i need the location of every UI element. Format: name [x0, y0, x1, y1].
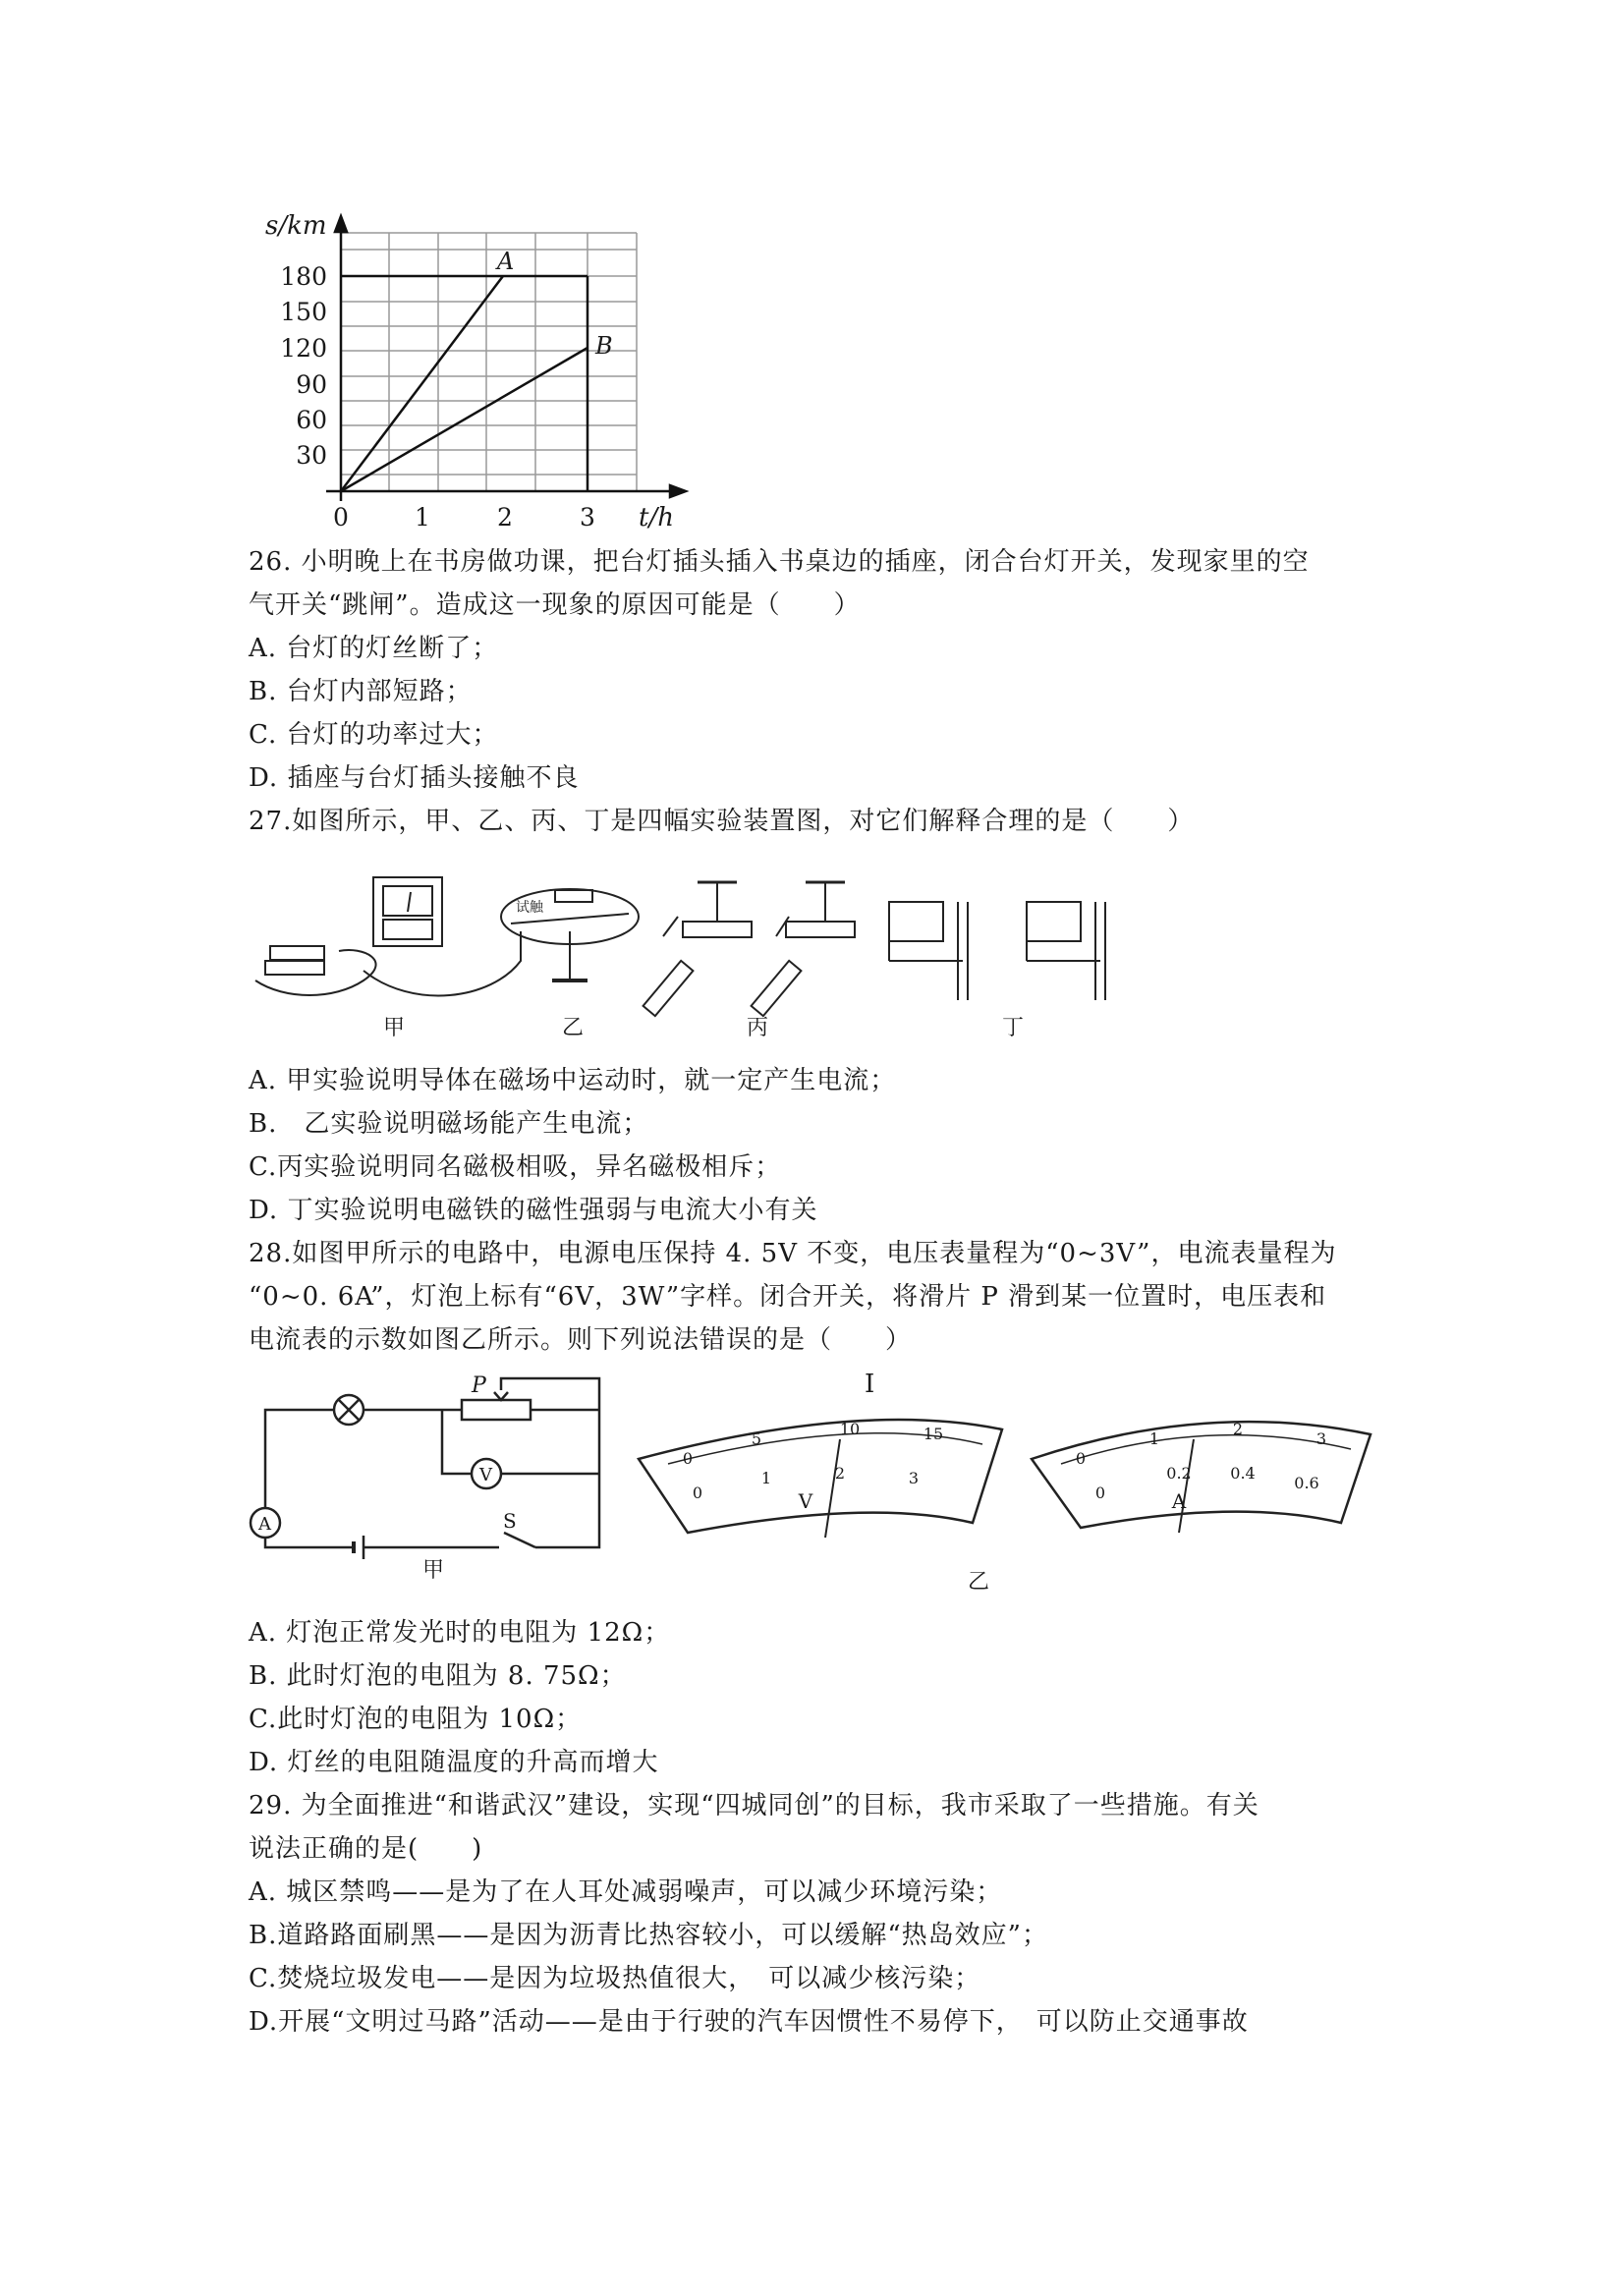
circuit-label-jia: 甲 — [422, 1558, 445, 1583]
x-tick-3: 3 — [580, 503, 595, 532]
figure-ding — [889, 902, 1105, 1000]
q27-option-a: A. 甲实验说明导体在磁场中运动时，就一定产生电流； — [249, 1066, 897, 1095]
q28-option-b: B. 此时灯泡的电阻为 8. 75Ω； — [249, 1661, 627, 1691]
graph-line-a — [341, 276, 503, 491]
q26-stem-line1: 26. 小明晚上在书房做功课，把台灯插头插入书桌边的插座，闭合台灯开关，发现家里的空 — [249, 547, 1310, 577]
distance-time-graph — [246, 206, 698, 535]
q28-option-d: D. 灯丝的电阻随温度的升高而增大 — [249, 1748, 659, 1777]
q28-meter-readings — [629, 1361, 1405, 1601]
graph-line-b-label: B — [595, 332, 613, 360]
y-tick-60: 60 — [296, 406, 327, 434]
circuit-v: V — [479, 1465, 492, 1485]
figure-jia — [255, 877, 521, 995]
graph-line-b — [341, 348, 588, 491]
voltmeter-inner-1: 1 — [760, 1469, 772, 1487]
voltmeter-outer-10: 10 — [839, 1420, 861, 1438]
q27-fig-label-jia: 甲 — [383, 1016, 407, 1040]
circuit-a: A — [258, 1514, 271, 1535]
graph-line-a-label: A — [497, 248, 515, 275]
q28-option-c: C.此时灯泡的电阻为 10Ω； — [249, 1705, 583, 1734]
ammeter-outer-1: 1 — [1148, 1429, 1160, 1448]
rheostat-symbol — [462, 1400, 531, 1420]
q29-option-b: B.道路路面刷黑——是因为沥青比热容较小，可以缓解“热岛效应”； — [249, 1921, 1048, 1950]
voltmeter-inner-2: 2 — [834, 1464, 846, 1483]
q29-option-a: A. 城区禁鸣——是为了在人耳处减弱噪声，可以减少环境污染； — [249, 1877, 1003, 1907]
q27-option-d: D. 丁实验说明电磁铁的磁性强弱与电流大小有关 — [249, 1196, 818, 1225]
q27-option-b: B. 乙实验说明磁场能产生电流； — [249, 1109, 649, 1139]
ammeter-inner-0: 0 — [1094, 1484, 1106, 1502]
ammeter-outer-0: 0 — [1075, 1449, 1087, 1468]
figure-bing — [644, 882, 855, 1016]
q26-stem-line2: 气开关“跳闸”。造成这一现象的原因可能是（ ） — [249, 590, 861, 620]
y-tick-180: 180 — [280, 262, 327, 291]
x-tick-1: 1 — [415, 503, 430, 532]
ammeter-outer-3: 3 — [1315, 1429, 1327, 1448]
q28-stem-line3: 电流表的示数如图乙所示。则下列说法错误的是（ ） — [249, 1325, 913, 1355]
q27-stem: 27.如图所示，甲、乙、丙、丁是四幅实验装置图，对它们解释合理的是（ ） — [249, 807, 1195, 836]
y-tick-90: 90 — [296, 370, 327, 399]
x-tick-2: 2 — [497, 503, 513, 532]
q27-fig-label-bing: 丙 — [747, 1016, 770, 1040]
voltmeter-dial — [639, 1420, 1002, 1538]
q28-stem-line1: 28.如图甲所示的电路中，电源电压保持 4. 5V 不变，电压表量程为“0~3V”，电流表量程为 — [249, 1239, 1337, 1268]
figure-yi-text: 试触 — [516, 900, 543, 916]
q28-stem-line2: “0~0. 6A”，灯泡上标有“6V，3W”字样。闭合开关，将滑片 P 滑到某一位置时，电压表和 — [249, 1282, 1327, 1312]
graph-x-label: t/h — [639, 503, 674, 532]
y-tick-120: 120 — [280, 334, 327, 363]
q29-option-d: D.开展“文明过马路”活动——是由于行驶的汽车因惯性不易停下， 可以防止交通事故 — [249, 2007, 1249, 2037]
voltmeter-inner-0: 0 — [692, 1484, 703, 1502]
q26-option-a: A. 台灯的灯丝断了； — [249, 634, 499, 663]
ammeter-inner-02: 0.2 — [1166, 1464, 1192, 1483]
q27-fig-label-yi: 乙 — [562, 1016, 586, 1040]
q27-fig-label-ding: 丁 — [1002, 1016, 1026, 1040]
q29-stem-line2: 说法正确的是( ) — [249, 1834, 483, 1864]
q29-option-c: C.焚烧垃圾发电——是因为垃圾热值很大， 可以减少核污染； — [249, 1964, 981, 1993]
y-tick-150: 150 — [280, 298, 327, 326]
graph-y-label: s/km — [265, 211, 327, 241]
ammeter-outer-2: 2 — [1232, 1420, 1244, 1438]
voltmeter-outer-5: 5 — [751, 1429, 762, 1448]
meter-mark-i: I — [865, 1370, 875, 1399]
q27-option-c: C.丙实验说明同名磁极相吸，异名磁极相斥； — [249, 1152, 782, 1182]
q26-option-c: C. 台灯的功率过大； — [249, 720, 499, 750]
voltmeter-unit: V — [798, 1489, 813, 1513]
q28-circuit-diagram — [246, 1371, 619, 1601]
circuit-s: S — [503, 1509, 517, 1533]
voltmeter-outer-0: 0 — [682, 1449, 694, 1468]
q28-option-a: A. 灯泡正常发光时的电阻为 12Ω； — [249, 1618, 671, 1648]
q26-option-b: B. 台灯内部短路； — [249, 677, 473, 706]
x-tick-0: 0 — [333, 503, 349, 532]
graph-grid — [341, 233, 637, 491]
ammeter-inner-06: 0.6 — [1294, 1474, 1319, 1492]
meter-label-yi: 乙 — [968, 1570, 990, 1595]
y-tick-30: 30 — [296, 441, 327, 470]
ammeter-unit: A — [1171, 1489, 1187, 1513]
ammeter-inner-04: 0.4 — [1230, 1464, 1256, 1483]
voltmeter-outer-15: 15 — [923, 1425, 944, 1443]
q26-option-d: D. 插座与台灯插头接触不良 — [249, 763, 580, 793]
circuit-p: P — [472, 1373, 486, 1398]
voltmeter-inner-3: 3 — [908, 1469, 920, 1487]
q29-stem-line1: 29. 为全面推进“和谐武汉”建设，实现“四城同创”的目标，我市采取了一些措施。有关 — [249, 1791, 1259, 1820]
